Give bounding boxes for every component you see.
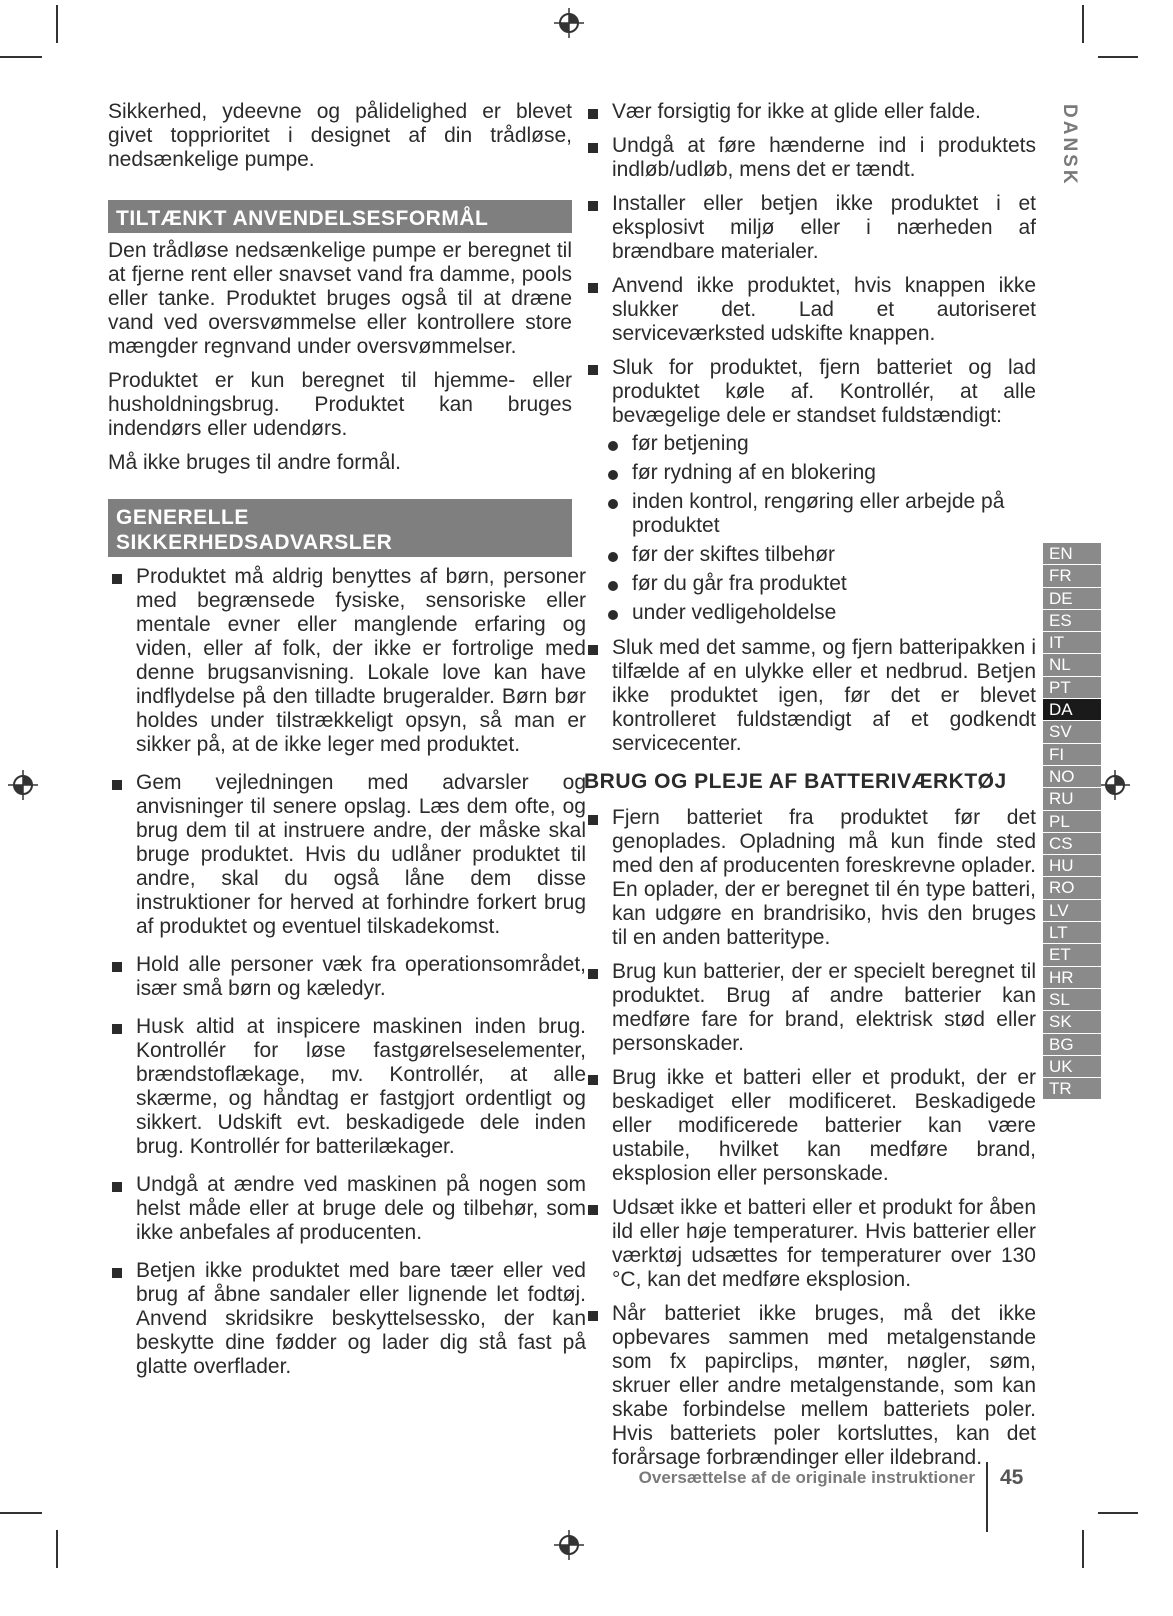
sub-list-item: under vedligeholdelse: [584, 601, 1036, 625]
language-tab-et[interactable]: ET: [1043, 944, 1101, 966]
sub-list-item: før der skiftes tilbehør: [584, 543, 1036, 567]
language-tab-en[interactable]: EN: [1043, 543, 1101, 565]
language-tab-ru[interactable]: RU: [1043, 788, 1101, 810]
language-tab-no[interactable]: NO: [1043, 766, 1101, 788]
list-item: Installer eller betjen ikke produktet i et eksplosivt miljø eller i nærheden af brændbare materialer.: [584, 192, 1036, 264]
bullet-square-icon: [588, 1075, 598, 1085]
list-item: Husk altid at inspicere maskinen inden brug. Kontrollér for løse fastgørelseselementer, brændstoflækage, mv. Kontrollér, at alle skærme, og håndtag er fastgjort ordentligt og sikkert. Udskift evt. beskadigede dele inden brug. Kontrollér for batterilækager.: [108, 1015, 586, 1159]
bullet-dot-icon: [608, 610, 618, 620]
crop-mark: [56, 5, 58, 43]
list-item: Produktet må aldrig benyttes af børn, personer med begrænsede fysiske, sensoriske eller mentale evner eller manglende erfaring og viden, eller af folk, der ikke er fortrolige med denne brugsanvisning. Lokale love kan have indflydelse på den tilladte brugeralder. Børn bør holdes under tilstrækkeligt opsyn, så man er sikker på, at de ikke leger med produktet.: [108, 565, 586, 757]
list-item: Anvend ikke produktet, hvis knappen ikke slukker det. Lad et autoriseret serviceværksted udskifte knappen.: [584, 274, 1036, 346]
language-tab-uk[interactable]: UK: [1043, 1056, 1101, 1078]
crop-mark: [0, 56, 42, 58]
crop-mark: [1098, 1512, 1138, 1514]
language-tab-es[interactable]: ES: [1043, 610, 1101, 632]
language-tab-sv[interactable]: SV: [1043, 721, 1101, 743]
list-item: Fjern batteriet fra produktet før det genoplades. Opladning må kun finde sted med den af producenten foreskrevne oplader. En oplader, der er beregnet til én type batteri, kan udgøre en brandrisiko, hvis den bruges til en anden batteritype.: [584, 806, 1036, 950]
language-tab-hr[interactable]: HR: [1043, 967, 1101, 989]
bullet-square-icon: [588, 1205, 598, 1215]
intro-paragraph: Sikkerhed, ydeevne og pålidelighed er blevet givet topprioritet i designet af din trådløse, nedsænkelige pumpe.: [108, 100, 572, 171]
bullet-square-icon: [588, 143, 598, 153]
language-tab-bg[interactable]: BG: [1043, 1034, 1101, 1056]
sub-list-item: inden kontrol, rengøring eller arbejde på produktet: [584, 490, 1036, 538]
list-item: Undgå at føre hænderne ind i produktets indløb/udløb, mens det er tændt.: [584, 134, 1036, 182]
language-tab-lt[interactable]: LT: [1043, 922, 1101, 944]
page-number: 45: [1000, 1466, 1024, 1489]
bullet-square-icon: [588, 283, 598, 293]
footer-divider: [986, 1462, 988, 1532]
list-item: Gem vejledningen med advarsler og anvisninger til senere opslag. Læs dem ofte, og brug dem til at instruere andre, der måske skal bruge produktet. Hvis du udlåner produktet til andre, skal du også låne dem disse instruktioner for herved at forhindre forkert brug af produktet og eventuel tilskadekomst.: [108, 771, 586, 939]
registration-mark-icon: [1100, 770, 1130, 800]
list-item: Sluk med det samme, og fjern batteripakken i tilfælde af en ulykke eller et nedbrud. Betjen ikke produktet igen, før det er blevet kontrolleret fuldstændigt af et godkendt servicecenter.: [584, 636, 1036, 756]
general-safety-heading-line: SIKKERHEDSADVARSLER: [116, 531, 393, 554]
right-column: [584, 100, 1036, 1470]
sub-list-item: før du går fra produktet: [584, 572, 1036, 596]
language-tab-fi[interactable]: FI: [1043, 744, 1101, 766]
registration-mark-icon: [554, 8, 584, 38]
language-tab-fr[interactable]: FR: [1043, 565, 1101, 587]
language-tab-ro[interactable]: RO: [1043, 877, 1101, 899]
bullet-square-icon: [588, 201, 598, 211]
bullet-square-icon: [112, 1268, 122, 1278]
bullet-square-icon: [588, 645, 598, 655]
language-tab-pl[interactable]: PL: [1043, 811, 1101, 833]
sub-list-item: før rydning af en blokering: [584, 461, 1036, 485]
crop-mark: [1082, 1530, 1084, 1568]
crop-mark: [0, 1512, 42, 1514]
bullet-square-icon: [112, 962, 122, 972]
language-tab-lv[interactable]: LV: [1043, 900, 1101, 922]
bullet-square-icon: [112, 1024, 122, 1034]
language-index: [1043, 543, 1101, 1100]
general-safety-heading-line: GENERELLE: [116, 506, 249, 529]
language-tab-sl[interactable]: SL: [1043, 989, 1101, 1011]
list-item: Hold alle personer væk fra operationsområdet, især små børn og kæledyr.: [108, 953, 586, 1001]
left-column: [108, 100, 586, 1379]
language-tab-sk[interactable]: SK: [1043, 1011, 1101, 1033]
list-item: Udsæt ikke et batteri eller et produkt for åben ild eller høje temperaturer. Hvis batterier eller værktøj udsættes for temperaturer over 130 °C, kan det medføre eksplosion.: [584, 1196, 1036, 1292]
language-tab-nl[interactable]: NL: [1043, 654, 1101, 676]
list-item: Betjen ikke produktet med bare tæer eller ved brug af åbne sandaler eller lignende let fodtøj. Anvend skridsikre beskyttelsessko, der kan beskytte dine fødder og lader dig stå fast på glatte overflader.: [108, 1259, 586, 1379]
language-tab-da[interactable]: DA: [1043, 699, 1101, 721]
bullet-square-icon: [588, 815, 598, 825]
list-item: Når batteriet ikke bruges, må det ikke opbevares sammen med metalgenstande som fx papirclips, mønter, nøgler, søm, skruer eller andre metalgenstande, som kan skabe forbindelse mellem batteriets poler. Hvis batteriets poler kortsluttes, kan det forårsage forbrændinger eller ildebrand.: [584, 1302, 1036, 1470]
list-item: Undgå at ændre ved maskinen på nogen som helst måde eller at bruge dele og tilbehør, som ikke anbefales af producenten.: [108, 1173, 586, 1245]
registration-mark-icon: [554, 1530, 584, 1560]
bullet-square-icon: [112, 1182, 122, 1192]
general-safety-heading: [108, 499, 572, 557]
list-item: Brug ikke et batteri eller et produkt, der er beskadiget eller modificeret. Beskadigede eller modificerede batterier kan være ustabile, hvilket kan medføre brand, eksplosion eller personskade.: [584, 1066, 1036, 1186]
crop-mark: [56, 1530, 58, 1568]
bullet-square-icon: [588, 109, 598, 119]
bullet-square-icon: [588, 1311, 598, 1321]
language-tab-hu[interactable]: HU: [1043, 855, 1101, 877]
intended-use-paragraph: Må ikke bruges til andre formål.: [108, 451, 401, 474]
bullet-square-icon: [112, 574, 122, 584]
intended-use-heading: TILTÆNKT ANVENDELSESFORMÅL: [108, 200, 572, 233]
language-side-label: DANSK: [1059, 104, 1080, 187]
list-item: Sluk for produktet, fjern batteriet og lad produktet køle af. Kontrollér, at alle bevægelige dele er standset fuldstændigt:: [584, 356, 1036, 428]
bullet-square-icon: [112, 780, 122, 790]
bullet-dot-icon: [608, 441, 618, 451]
intended-use-paragraph: Den trådløse nedsænkelige pumpe er beregnet til at fjerne rent eller snavset vand fra damme, pools eller tanke. Produktet bruges også til at dræne vand ved oversvømmelse eller kontrollere store mængder regnvand under oversvømmelser.: [108, 239, 572, 358]
bullet-dot-icon: [608, 552, 618, 562]
language-tab-de[interactable]: DE: [1043, 588, 1101, 610]
language-tab-pt[interactable]: PT: [1043, 677, 1101, 699]
language-tab-tr[interactable]: TR: [1043, 1078, 1101, 1100]
bullet-square-icon: [588, 365, 598, 375]
list-item: Vær forsigtig for ikke at glide eller falde.: [584, 100, 1036, 124]
bullet-dot-icon: [608, 581, 618, 591]
language-tab-cs[interactable]: CS: [1043, 833, 1101, 855]
registration-mark-icon: [8, 770, 38, 800]
list-item: Brug kun batterier, der er specielt beregnet til produktet. Brug af andre batterier kan medføre fare for brand, elektrisk stød eller personskader.: [584, 960, 1036, 1056]
bullet-dot-icon: [608, 470, 618, 480]
crop-mark: [1082, 5, 1084, 43]
bullet-square-icon: [588, 969, 598, 979]
bullet-dot-icon: [608, 499, 618, 509]
language-tab-it[interactable]: IT: [1043, 632, 1101, 654]
intended-use-paragraph: Produktet er kun beregnet til hjemme- eller husholdningsbrug. Produktet kan bruges indendørs eller udendørs.: [108, 369, 572, 440]
battery-section-heading: BRUG OG PLEJE AF BATTERIVÆRKTØJ: [584, 770, 1007, 793]
crop-mark: [1098, 56, 1138, 58]
footer-text: Oversættelse af de originale instruktioner: [638, 1468, 975, 1487]
sub-list-item: før betjening: [584, 432, 1036, 456]
